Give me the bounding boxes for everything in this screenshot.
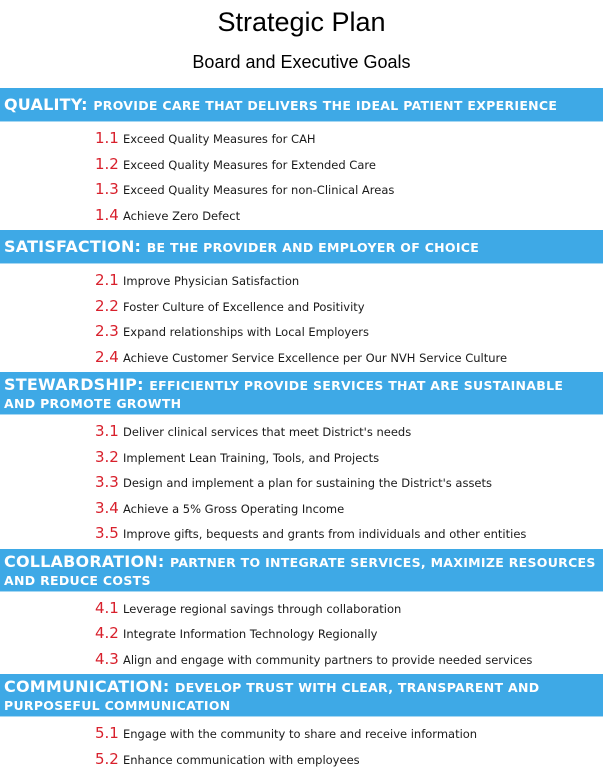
goal-number: 2.2 bbox=[95, 296, 119, 315]
section-description: BE THE PROVIDER AND EMPLOYER OF CHOICE bbox=[146, 240, 480, 255]
goal-item bbox=[95, 293, 603, 319]
section-banner bbox=[0, 88, 603, 122]
goal-item bbox=[95, 418, 603, 444]
goal-number: 5.2 bbox=[95, 749, 119, 768]
goal-number: 2.3 bbox=[95, 322, 119, 340]
goal-text: Achieve Customer Service Excellence per Our NVH Service Culture bbox=[123, 350, 508, 365]
goal-number: 3.4 bbox=[95, 498, 119, 517]
goal-number: 4.1 bbox=[95, 598, 119, 617]
goal-number: 1.4 bbox=[95, 205, 119, 224]
goal-text: Deliver clinical services that meet District's needs bbox=[123, 425, 412, 439]
section-keyword: COMMUNICATION: bbox=[4, 677, 170, 696]
section-communication bbox=[0, 674, 603, 774]
goal-number: 2.4 bbox=[95, 347, 119, 366]
goal-number: 4.3 bbox=[95, 649, 119, 668]
goal-text: Foster Culture of Excellence and Positivity bbox=[123, 299, 365, 314]
goal-text: Engage with the community to share and receive information bbox=[123, 727, 478, 741]
goal-list bbox=[0, 415, 603, 549]
goal-text: Implement Lean Training, Tools, and Projects bbox=[123, 450, 380, 465]
goal-item bbox=[95, 125, 603, 151]
goal-text: Achieve a 5% Gross Operating Income bbox=[123, 501, 345, 516]
goal-item bbox=[95, 176, 603, 202]
goal-text: Improve Physician Satisfaction bbox=[123, 274, 300, 288]
section-banner bbox=[0, 549, 603, 592]
goal-item bbox=[95, 720, 603, 746]
goal-item bbox=[95, 318, 603, 344]
goal-text: Integrate Information Technology Regionally bbox=[123, 627, 378, 641]
goal-number: 3.1 bbox=[95, 422, 119, 440]
section-banner bbox=[0, 372, 603, 415]
goal-item bbox=[95, 620, 603, 646]
goal-number: 4.2 bbox=[95, 624, 119, 642]
section-collaboration bbox=[0, 549, 603, 675]
section-description: PROVIDE CARE THAT DELIVERS THE IDEAL PATIENT EXPERIENCE bbox=[93, 98, 558, 113]
section-stewardship bbox=[0, 372, 603, 549]
goal-text: Expand relationships with Local Employers bbox=[123, 325, 370, 339]
goal-item bbox=[95, 151, 603, 177]
goal-item bbox=[95, 746, 603, 772]
page-title: Strategic Plan bbox=[217, 7, 386, 37]
goal-item bbox=[95, 646, 603, 672]
section-quality bbox=[0, 88, 603, 230]
goal-text: Exceed Quality Measures for CAH bbox=[123, 132, 316, 146]
goal-number: 3.5 bbox=[95, 524, 119, 542]
section-keyword: COLLABORATION: bbox=[4, 551, 165, 571]
goal-item bbox=[95, 495, 603, 521]
section-description: PARTNER TO INTEGRATE SERVICES, MAXIMIZE RESOURCES AND REDUCE COSTS bbox=[4, 554, 596, 588]
section-banner bbox=[0, 230, 603, 264]
goal-number: 1.2 bbox=[95, 154, 119, 173]
goal-text: Improve gifts, bequests and grants from individuals and other entities bbox=[123, 527, 527, 541]
goal-text: Achieve Zero Defect bbox=[123, 208, 241, 223]
section-keyword: SATISFACTION: bbox=[4, 237, 142, 256]
goal-item bbox=[95, 444, 603, 470]
section-keyword: STEWARDSHIP: bbox=[4, 375, 144, 394]
goal-list bbox=[0, 264, 603, 372]
goal-number: 3.3 bbox=[95, 473, 119, 491]
goal-list bbox=[0, 717, 603, 774]
goal-item bbox=[95, 344, 603, 370]
goal-list bbox=[0, 592, 603, 675]
goal-list bbox=[0, 122, 603, 230]
goal-item bbox=[95, 267, 603, 293]
goal-number: 3.2 bbox=[95, 447, 119, 466]
section-description: EFFICIENTLY PROVIDE SERVICES THAT ARE SUSTAINABLE AND PROMOTE GROWTH bbox=[4, 378, 564, 411]
section-banner bbox=[0, 674, 603, 717]
goal-text: Design and implement a plan for sustaining the District's assets bbox=[123, 476, 493, 490]
goal-text: Align and engage with community partners to provide needed services bbox=[123, 652, 533, 667]
section-keyword: QUALITY: bbox=[4, 95, 88, 114]
goal-text: Exceed Quality Measures for non-Clinical Areas bbox=[123, 183, 395, 197]
section-description: DEVELOP TRUST WITH CLEAR, TRANSPARENT AND PURPOSEFUL COMMUNICATION bbox=[4, 680, 540, 713]
goal-text: Leverage regional savings through collaboration bbox=[123, 601, 402, 616]
goal-item bbox=[95, 595, 603, 621]
section-satisfaction bbox=[0, 230, 603, 372]
goal-text: Enhance communication with employees bbox=[123, 752, 360, 767]
goal-text: Exceed Quality Measures for Extended Care bbox=[123, 157, 376, 172]
goal-number: 1.1 bbox=[95, 129, 119, 147]
goal-item bbox=[95, 469, 603, 495]
goal-number: 2.1 bbox=[95, 271, 119, 289]
goal-number: 1.3 bbox=[95, 180, 119, 198]
page-subtitle: Board and Executive Goals bbox=[192, 52, 411, 72]
goal-item bbox=[95, 520, 603, 546]
goal-number: 5.1 bbox=[95, 724, 119, 742]
goal-item bbox=[95, 202, 603, 228]
